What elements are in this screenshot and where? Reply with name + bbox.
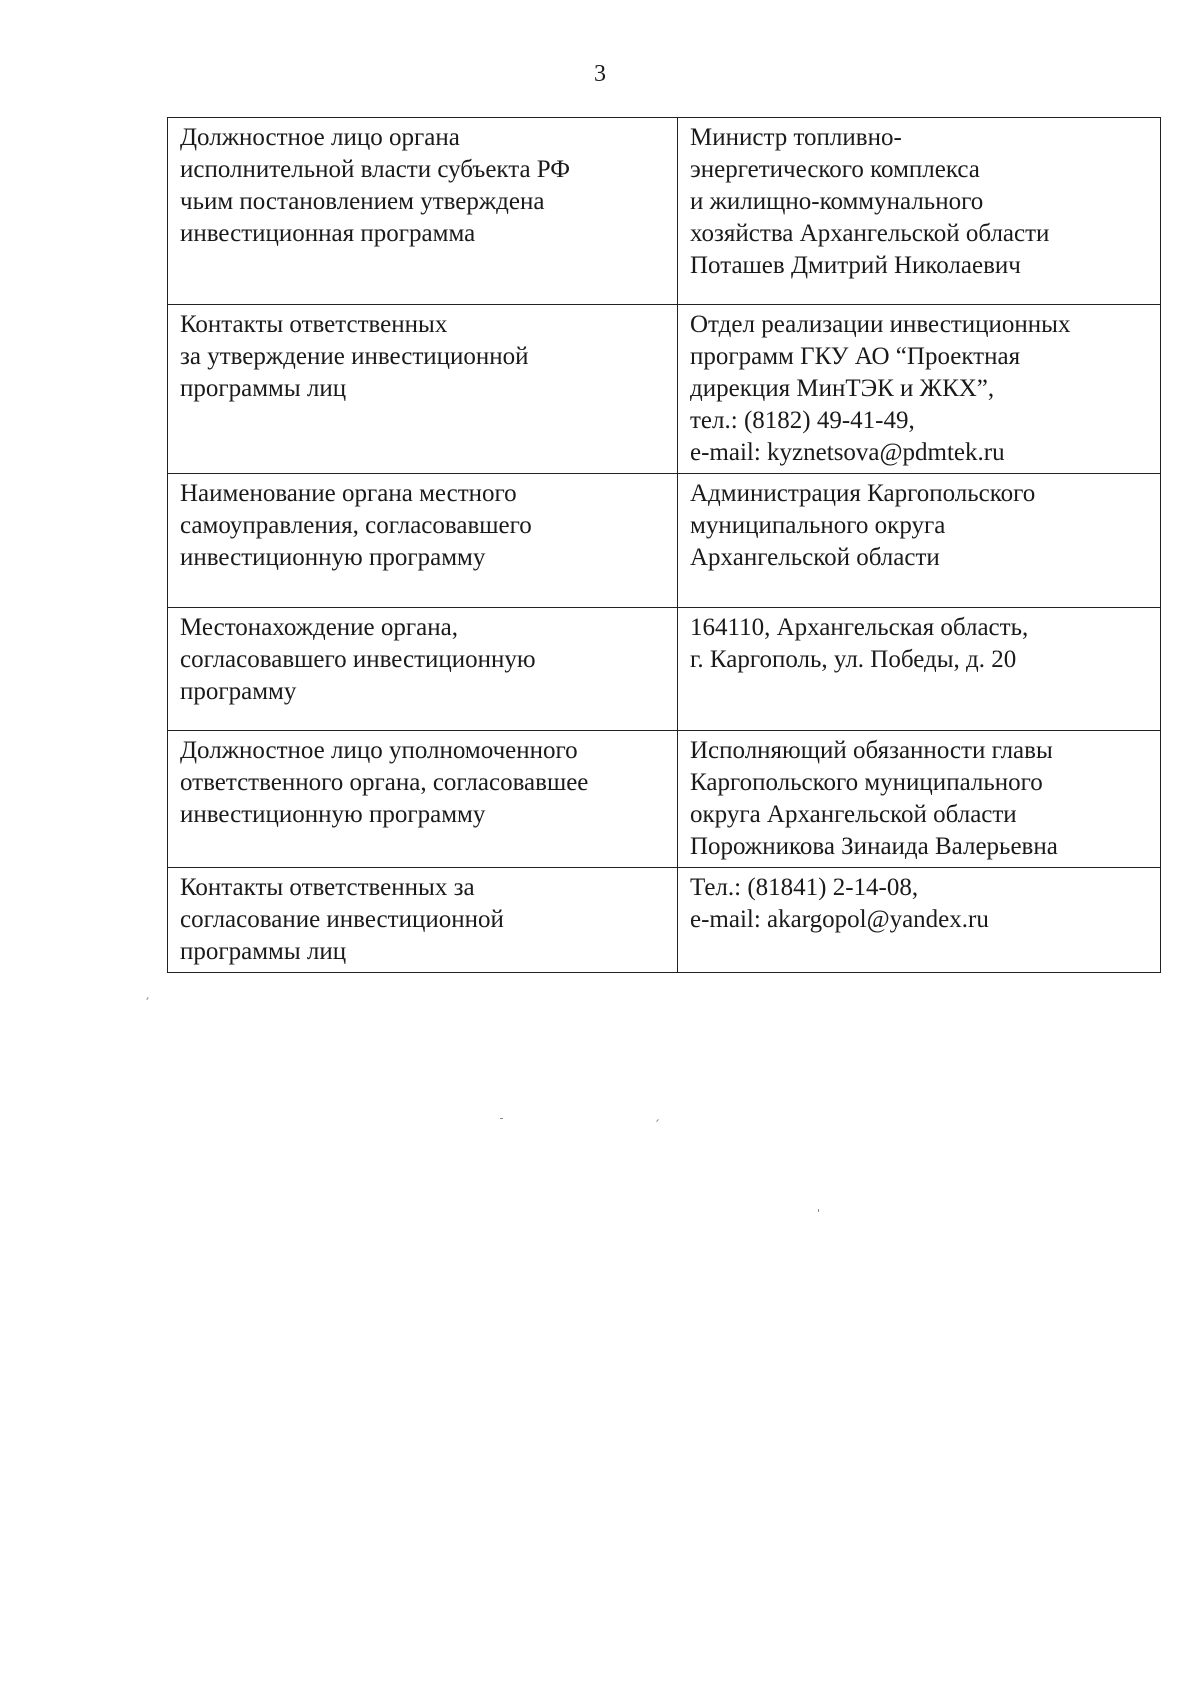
row-value-approval-contacts: Отдел реализации инвестиционных программ ГКУ АО “Проектная дирекция МинТЭК и ЖКХ”, тел.: (8182) 49-41-49, e-mail: kyznetsova@pdmtek.ru xyxy=(678,305,1161,474)
row-label-approving-official: Должностное лицо органа исполнительной власти субъекта РФ чьим постановлением утверждена инвестиционная программа xyxy=(168,118,678,305)
row-value-authority-location: 164110, Архангельская область, г. Каргополь, ул. Победы, д. 20 xyxy=(678,608,1161,731)
investment-program-info-table xyxy=(167,117,1161,973)
table-row xyxy=(168,305,1161,474)
table-row xyxy=(168,474,1161,608)
row-value-approving-official: Министр топливно- энергетического комплекса и жилищно-коммунального хозяйства Архангельской области Поташев Дмитрий Николаевич xyxy=(678,118,1161,305)
table-row xyxy=(168,118,1161,305)
row-value-local-authority: Администрация Каргопольского муниципального округа Архангельской области xyxy=(678,474,1161,608)
scan-speck xyxy=(656,1119,659,1122)
row-label-approval-contacts: Контакты ответственных за утверждение инвестиционной программы лиц xyxy=(168,305,678,474)
table-row xyxy=(168,608,1161,731)
scan-speck xyxy=(818,1209,819,1212)
row-value-agreement-contacts: Тел.: (81841) 2-14-08, e-mail: akargopol@yandex.ru xyxy=(678,868,1161,973)
row-label-authority-location: Местонахождение органа, согласовавшего инвестиционную программу xyxy=(168,608,678,731)
table-row xyxy=(168,868,1161,973)
page-number: 3 xyxy=(594,61,606,87)
row-label-authorized-official: Должностное лицо уполномоченного ответственного органа, согласовавшее инвестиционную программу xyxy=(168,731,678,868)
table-row xyxy=(168,731,1161,868)
scan-speck xyxy=(146,997,148,1000)
row-label-agreement-contacts: Контакты ответственных за согласование инвестиционной программы лиц xyxy=(168,868,678,973)
row-label-local-authority: Наименование органа местного самоуправления, согласовавшего инвестиционную программу xyxy=(168,474,678,608)
row-value-authorized-official: Исполняющий обязанности главы Каргопольского муниципального округа Архангельской области Порожникова Зинаида Валерьевна xyxy=(678,731,1161,868)
scan-speck xyxy=(500,1118,503,1119)
